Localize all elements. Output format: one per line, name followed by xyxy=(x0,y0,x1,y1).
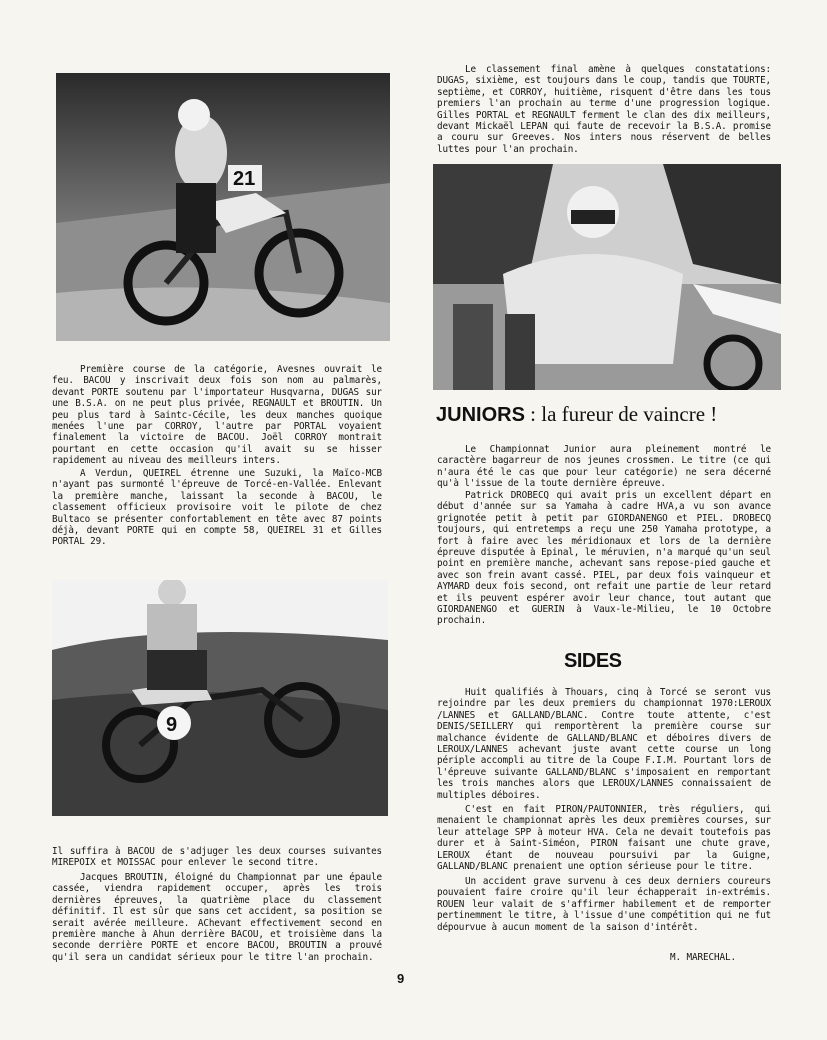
photo-rider-9-image xyxy=(52,580,388,816)
photo-junior-rider-image xyxy=(433,164,781,390)
paragraph-bacou-title: Il suffira à BACOU de s'adjuger les deux courses suivantes MIREPOIX et MOISSAC pour enlever le second titre. xyxy=(52,846,382,869)
intro-paragraph-avesnes: Première course de la catégorie, Avesnes ouvrait le feu. BACOU y inscrivait deux fois son nom au palmarès, devant PORTE soutenu par l'importateur Husqvarna, DUGAS sur une B.S.A. on ne peut plus privée, REGNAULT et BROUTIN. Un peu plus tard à Saintc-Cécile, les deux manches quoique menées l'une par CORROY, l'autre par PORTAL voyaient finalement la victoire de BACOU. Joël CORROY montrait pourtant en cette occasion qu'il avait su se hisser rapidement au niveau des meilleurs inters. xyxy=(52,364,382,467)
paragraph-accident-grave: Un accident grave survenu à ces deux derniers coureurs pouvaient faire croire qu'il leur échapperait in-extrémis. ROUEN leur valait de s'affirmer habilement et de remporter pertinemment le titre, à l'issue d'une compétition qui ne fut dépourvue à aucun moment de la saison d'intérêt. xyxy=(437,876,771,933)
photo-motocross-rider-9 xyxy=(52,580,388,816)
race-number-9: 9 xyxy=(166,714,178,736)
paragraph-sides-thouars: Huit qualifiés à Thouars, cinq à Torcé se seront vus rejoindre par les deux premiers du championnat 1970:LEROUX /LANNES et GALLAND/BLANC. Contre toute attente, c'est DENIS/SEILLERY qui remportèrent la première course sur malchance évidente de GALLAND/BLANC et déboires divers de LEROUX/LANNES achevant juste avant cette course un long périple accompli au titre de la Coupe F.I.M. Pourtant lors de l'épreuve suivante GALLAND/BLANC s'imposaient en remportant les trois manches alors que LEROUX/LANNES connaissaient de multiples déboires. xyxy=(437,687,771,801)
juniors-heading-subtitle: : la fureur de vaincre ! xyxy=(524,402,718,426)
paragraph-classement-final: Le classement final amène à quelques constatations: DUGAS, sixième, est toujours dans le coup, tandis que TOURTE, septième, et CORROY, huitième, risquent d'être dans les tous premiers l'an prochain au terme d'une progression logique. Gilles PORTAL et REGNAULT ferment le clan des dix meilleurs, devant Mickaël LEPAN qui faute de recevoir la B.S.A. promise a couru sur Greeves. Nos inters nous réservent de belles luttes pour l'an prochain. xyxy=(437,64,771,155)
juniors-heading xyxy=(436,402,781,427)
author-signature: M. MARECHAL. xyxy=(670,952,736,963)
photo-rider-21-image xyxy=(56,73,390,341)
juniors-heading-title: JUNIORS xyxy=(436,404,525,426)
paragraph-drobecq: Patrick DROBECQ qui avait pris un excellent départ en début d'année sur sa Yamaha à cadre HVA,a vu son avance grignotée petit à petit par GIORDANENGO et PIEL. DROBECQ toujours, qui entretemps a reçu une 250 Yamaha prototype, a fort à faire avec les méridionaux et lors de la dernière épreuve disputée à Epinal, le méruvien, n'a marqué qu'un seul point en première manche, achevant sans repose-pied gauche et avec son frein avant cassé. PIEL, par deux fois vainqueur et AYMARD deux fois second, ont refait une partie de leur retard et ils peuvent espérer avoir leur chance, tout autant que GIORDANENGO et GUERIN à Vaux-le-Milieu, le 10 Octobre prochain. xyxy=(437,490,771,627)
paragraph-championnat-junior: Le Championnat Junior aura pleinement montré le caractère bagarreur de nos jeunes crossmen. Le titre (ce qui n'aura été le cas que pour leur catégorie) ne sera décerné qu'à l'issue de la toute dernière épreuve. xyxy=(437,444,771,490)
page-number: 9 xyxy=(397,971,405,986)
paragraph-broutin: Jacques BROUTIN, éloigné du Championnat par une épaule cassée, viendra rapidement occuper, après les trois dernières épreuves, la quatrième place du classement définitif. Il est sûr que sans cet accident, sa position se serait avérée meilleure. AChevant effectivement second en première manche à Ahun derrière BACOU, et troisième dans la seconde derrière PORTE et encore BACOU, BROUTIN a prouvé qu'il sera un candidat sérieux pour le titre l'an prochain. xyxy=(52,872,382,963)
race-number-21: 21 xyxy=(233,168,256,190)
photo-motocross-rider-21 xyxy=(56,73,390,341)
photo-junior-rider xyxy=(433,164,781,390)
sides-heading: SIDES xyxy=(564,650,622,672)
paragraph-piron-pautonnier: C'est en fait PIRON/PAUTONNIER, très réguliers, qui menaient le championnat après les deux premières courses, sur leur attelage SPP à moteur HVA. Cela ne devait toutefois pas durer et à Saint-Siméon, PIRON faisant une chute grave, LEROUX étant de nouveau poursuivi par la Guigne, GALLAND/BLANC prenaient une option sérieuse pour le titre. xyxy=(437,804,771,873)
paragraph-verdun: A Verdun, QUEIREL étrenne une Suzuki, la Maïco-MCB n'ayant pas surmonté l'épreuve de Torcé-en-Vallée. Enlevant la première manche, laissant la seconde à BACOU, le classement officieux provisoire voit le pilote de chez Bultaco se présenter confortablement en tête avec 87 points déjà, devant PORTE qui en compte 58, QUEIREL 31 et Gilles PORTAL 29. xyxy=(52,468,382,548)
